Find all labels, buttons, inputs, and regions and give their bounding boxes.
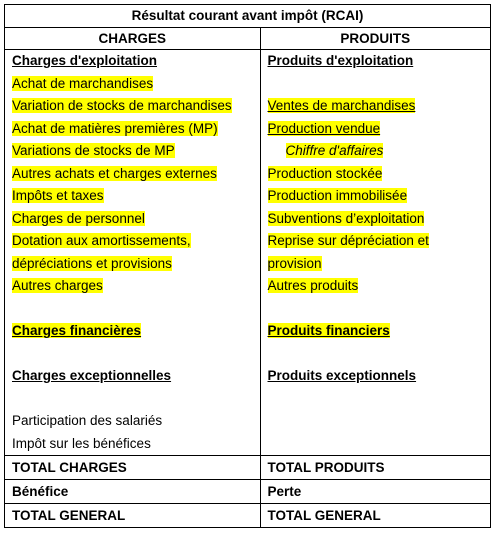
charges-column-body xyxy=(5,50,261,456)
total-general-left-cell: TOTAL GENERAL xyxy=(5,504,261,528)
produit-item: Subventions d’exploitation xyxy=(267,210,425,226)
charge-item: dépréciations et provisions xyxy=(12,255,172,271)
charge-item: Dotation aux amortissements, xyxy=(12,233,191,248)
produit-item: Production immobilisée xyxy=(267,188,408,203)
charges-column-header: CHARGES xyxy=(5,28,261,50)
spacer xyxy=(261,73,490,96)
produits-column-header: PRODUITS xyxy=(260,28,490,50)
chiffre-affaires-line: Chiffre d'affaires xyxy=(285,143,384,158)
participation-line: Participation des salariés xyxy=(12,413,163,428)
charge-item: Variations de stocks de MP xyxy=(12,143,175,158)
total-general-right-cell: TOTAL GENERAL xyxy=(260,504,490,528)
charge-item: Achat de marchandises xyxy=(12,75,154,91)
produits-financial-heading: Produits financiers xyxy=(267,323,390,338)
spacer xyxy=(5,388,260,411)
spacer xyxy=(261,343,490,366)
charges-financial-heading: Charges financières xyxy=(12,323,142,338)
charge-item: Variation de stocks de marchandises xyxy=(12,98,232,113)
benefice-cell: Bénéfice xyxy=(5,480,261,504)
produit-item: provision xyxy=(267,255,322,271)
charges-exploitation-heading: Charges d'exploitation xyxy=(12,53,157,68)
spacer xyxy=(261,298,490,321)
spacer xyxy=(5,298,260,321)
spacer xyxy=(5,343,260,366)
produit-item: Ventes de marchandises xyxy=(267,98,416,113)
charge-item: Charges de personnel xyxy=(12,210,145,226)
rcai-table xyxy=(4,4,491,528)
produit-item: Production vendue xyxy=(267,120,381,136)
perte-cell: Perte xyxy=(260,480,490,504)
produits-exploitation-heading: Produits d'exploitation xyxy=(267,53,414,68)
tax-line: Impôt sur les bénéfices xyxy=(12,435,151,451)
charge-item: Achat de matières premières (MP) xyxy=(12,120,218,136)
total-charges-cell: TOTAL CHARGES xyxy=(5,456,261,480)
charges-exceptional-heading: Charges exceptionnelles xyxy=(12,368,172,383)
produit-item: Reprise sur dépréciation et xyxy=(267,233,429,248)
table-title: Résultat courant avant impôt (RCAI) xyxy=(5,5,491,28)
produits-exceptional-heading: Produits exceptionnels xyxy=(267,368,417,383)
charge-item: Autres achats et charges externes xyxy=(12,165,217,181)
produit-item: Production stockée xyxy=(267,165,383,181)
charge-item: Autres charges xyxy=(12,278,103,293)
total-produits-cell: TOTAL PRODUITS xyxy=(260,456,490,480)
charge-item: Impôts et taxes xyxy=(12,188,104,203)
produit-item: Autres produits xyxy=(267,278,359,293)
produits-column-body xyxy=(260,50,490,456)
